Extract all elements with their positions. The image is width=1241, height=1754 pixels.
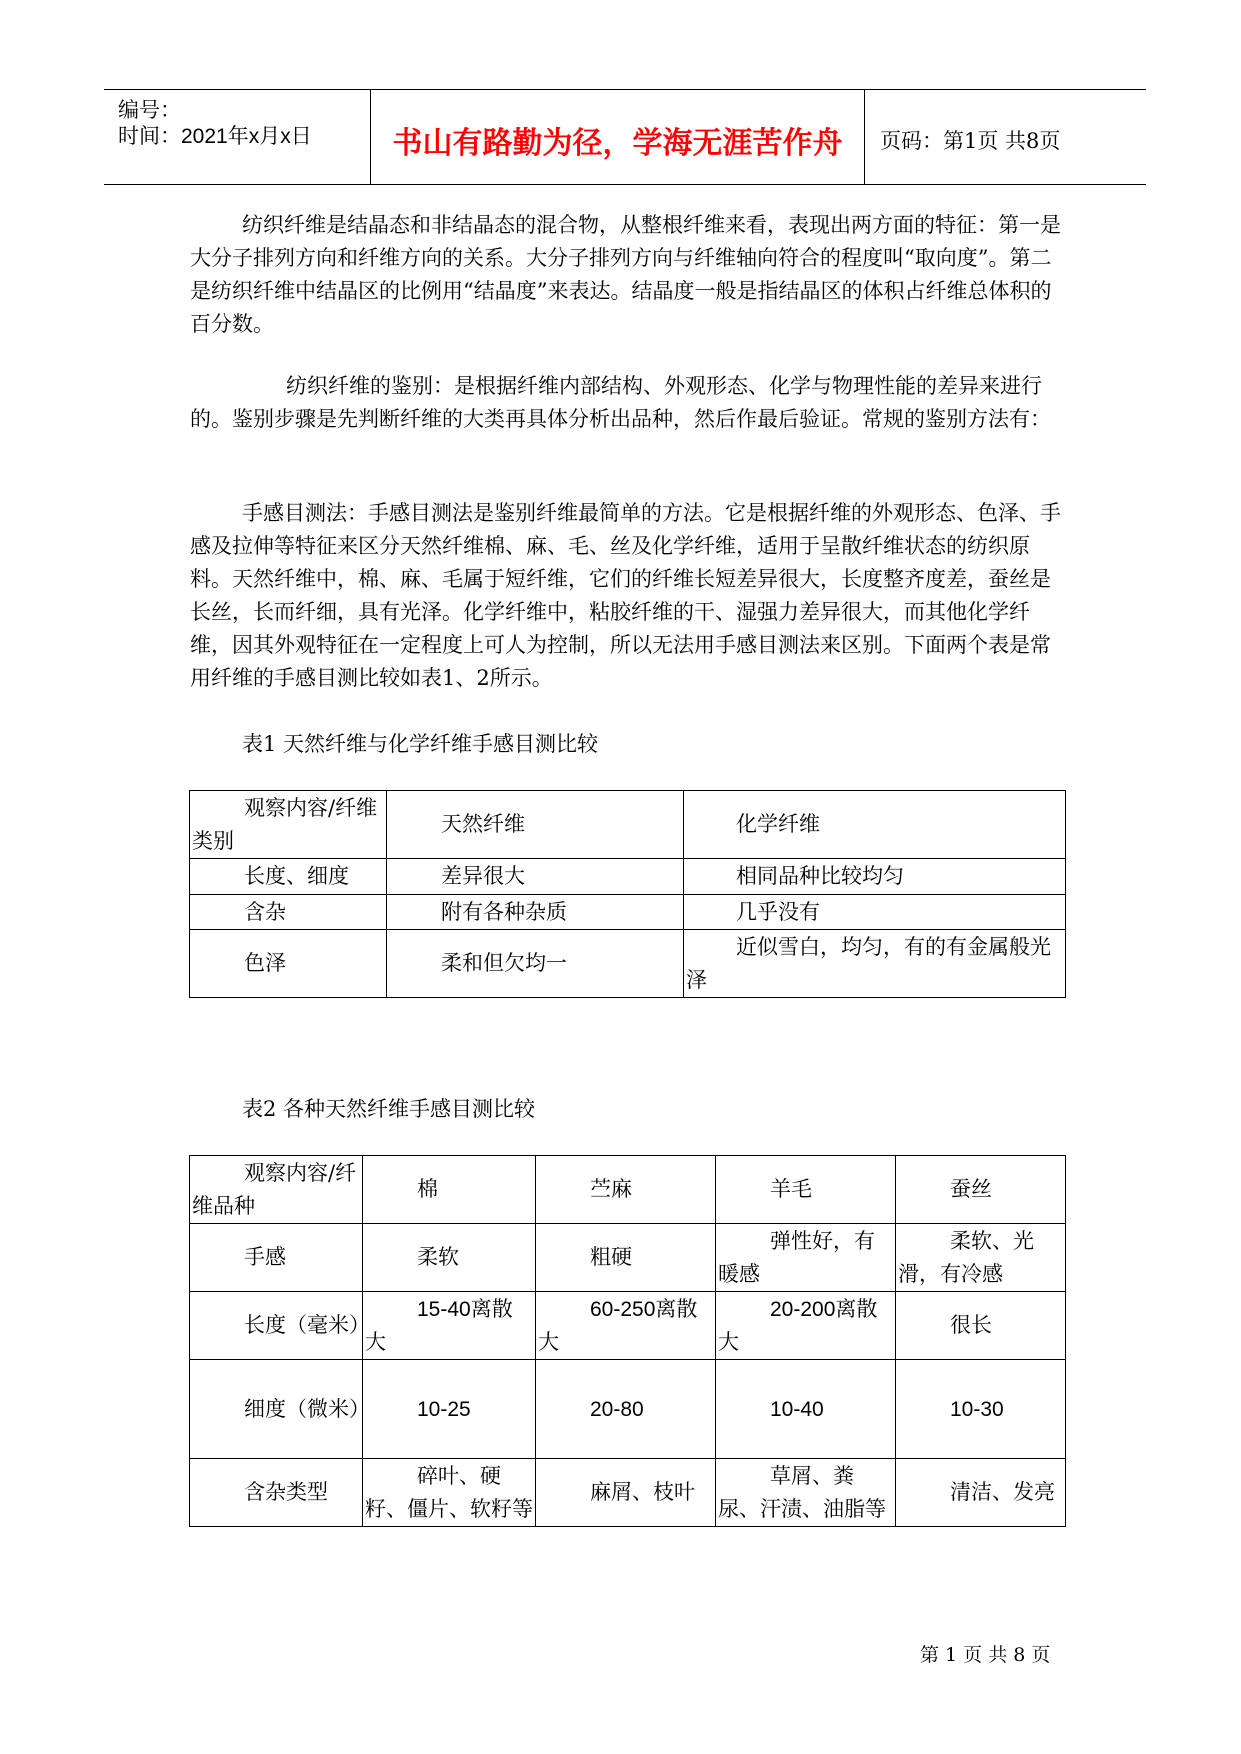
table-header-cell: 观察内容/纤维类别: [190, 791, 387, 859]
table-row: [190, 1156, 1066, 1224]
table-cell: 近似雪白，均匀，有的有金属般光泽: [684, 930, 1066, 998]
header-left-cell: [104, 90, 371, 184]
table-cell: 麻屑、枝叶: [536, 1459, 716, 1527]
table-cell: 15-40离散大: [363, 1292, 536, 1360]
table-row: [190, 895, 1066, 930]
table-cell: 细度（微米）: [190, 1360, 363, 1459]
table-cell: 手感: [190, 1224, 363, 1292]
table-header-cell: 苎麻: [536, 1156, 716, 1224]
table-cell: 含杂类型: [190, 1459, 363, 1527]
table-cell: 长度、细度: [190, 859, 387, 895]
table-header-cell: 化学纤维: [684, 791, 1066, 859]
table1-caption: 表1 天然纤维与化学纤维手感目测比较: [242, 732, 599, 756]
document-number-label: 编号：: [118, 98, 181, 122]
table-cell: 几乎没有: [684, 895, 1066, 930]
table2-caption: 表2 各种天然纤维手感目测比较: [242, 1097, 536, 1121]
table-cell: 柔和但欠均一: [387, 930, 684, 998]
header-right-cell: [866, 90, 1146, 184]
table-header-cell: 蚕丝: [896, 1156, 1066, 1224]
table-cell: 柔软: [363, 1224, 536, 1292]
table-header-cell: 观察内容/纤维品种: [190, 1156, 363, 1224]
table-natural-fibers: [189, 1155, 1066, 1527]
table-row: [190, 930, 1066, 998]
table-cell: 柔软、光滑，有冷感: [896, 1224, 1066, 1292]
document-time-label: 时间：2021年x月x日: [118, 125, 312, 148]
table-row: [190, 859, 1066, 895]
table-row: [190, 1292, 1066, 1360]
table-row: [190, 1360, 1066, 1459]
table-natural-vs-chemical: [189, 790, 1066, 998]
table-cell: 含杂: [190, 895, 387, 930]
paragraph-hand-visual-method: 手感目测法：手感目测法是鉴别纤维最简单的方法。它是根据纤维的外观形态、色泽、手感及拉伸等特征来区分天然纤维棉、麻、毛、丝及化学纤维，适用于呈散纤维状态的纺织原料。天然纤维中，棉、麻、毛属于短纤维，它们的纤维长短差异很大，长度整齐度差，蚕丝是长丝，长而纤细，具有光泽。化学纤维中，粘胶纤维的干、湿强力差异很大，而其他化学纤维，因其外观特征在一定程度上可人为控制，所以无法用手感目测法来区别。下面两个表是常用纤维的手感目测比较如表1、2所示。: [190, 501, 1061, 690]
table-cell: 20-200离散大: [716, 1292, 896, 1360]
table-cell: 差异很大: [387, 859, 684, 895]
table-cell: 很长: [896, 1292, 1066, 1360]
paragraph-fiber-structure: 纺织纤维是结晶态和非结晶态的混合物，从整根纤维来看，表现出两方面的特征：第一是大分子排列方向和纤维方向的关系。大分子排列方向与纤维轴向符合的程度叫“取向度”。第二是纺织纤维中结晶区的比例用“结晶度”来表达。结晶度一般是指结晶区的体积占纤维总体积的百分数。: [190, 213, 1061, 336]
paragraph-fiber-identification: 纺织纤维的鉴别：是根据纤维内部结构、外观形态、化学与物理性能的差异来进行的。鉴别步骤是先判断纤维的大类再具体分析出品种，然后作最后验证。常规的鉴别方法有：: [190, 374, 1051, 431]
table-cell: 弹性好，有暖感: [716, 1224, 896, 1292]
header-motto: 书山有路勤为径，学海无涯苦作舟: [392, 126, 843, 161]
table-header-cell: 棉: [363, 1156, 536, 1224]
table-row: [190, 1459, 1066, 1527]
page-footer: 第 1 页 共 8 页: [920, 1644, 1051, 1666]
table-cell: 长度（毫米）: [190, 1292, 363, 1360]
table-cell: 粗硬: [536, 1224, 716, 1292]
table-cell: 附有各种杂质: [387, 895, 684, 930]
table-cell: 10-25: [363, 1360, 536, 1459]
table-cell: 60-250离散大: [536, 1292, 716, 1360]
table-cell: 10-30: [896, 1360, 1066, 1459]
table-cell: 碎叶、硬籽、僵片、软籽等: [363, 1459, 536, 1527]
table-cell: 草屑、粪尿、汗渍、油脂等: [716, 1459, 896, 1527]
page-header: [104, 89, 1146, 185]
header-middle-cell: [371, 90, 865, 184]
table-cell: 色泽: [190, 930, 387, 998]
table-cell: 清洁、发亮: [896, 1459, 1066, 1527]
table-cell: 10-40: [716, 1360, 896, 1459]
table-row: [190, 1224, 1066, 1292]
header-page-label: 页码：第1页 共8页: [880, 129, 1061, 153]
table-header-cell: 羊毛: [716, 1156, 896, 1224]
table-header-cell: 天然纤维: [387, 791, 684, 859]
table-row: [190, 791, 1066, 859]
table-cell: 20-80: [536, 1360, 716, 1459]
table-cell: 相同品种比较均匀: [684, 859, 1066, 895]
